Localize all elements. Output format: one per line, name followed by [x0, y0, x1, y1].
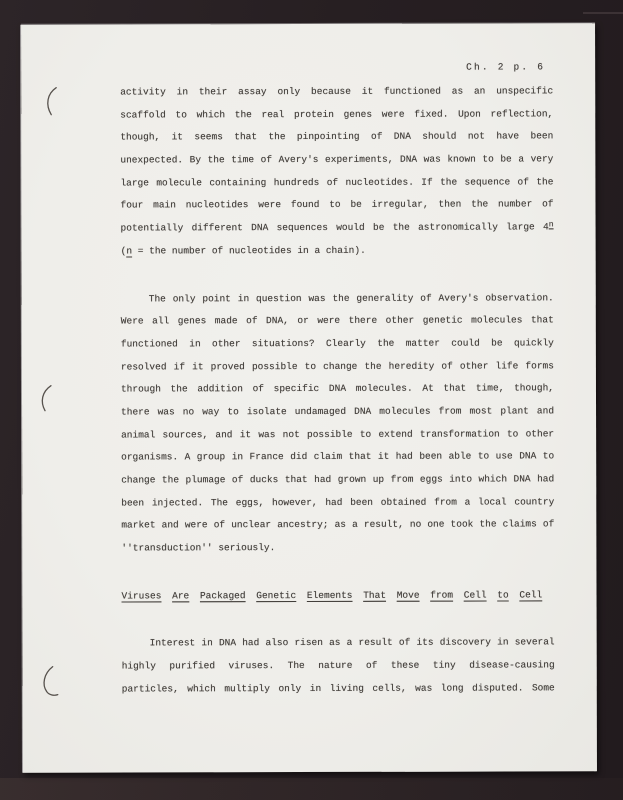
heading-word: Viruses — [121, 590, 162, 602]
typed-line: resolved if it proved possible to change the heredity of other life forms — [120, 359, 554, 373]
typed-line: change the plumage of ducks that had grown up from eggs into which DNA had — [121, 473, 555, 486]
typed-line: Interest in DNA had also risen as a result of its discovery in several — [149, 636, 555, 649]
handwritten-paren-mark-icon — [41, 665, 61, 699]
typed-line: large molecule containing hundreds of nucleotides. If the sequence of the — [120, 176, 554, 189]
typed-line: been injected. The eggs, however, had been obtained from a local country — [121, 496, 555, 509]
heading-word: Move — [396, 589, 420, 601]
floor-band — [0, 778, 623, 800]
section-heading-line — [121, 584, 554, 608]
superscript-n: n — [548, 219, 554, 229]
paragraph — [122, 632, 555, 701]
typed-line — [121, 216, 554, 240]
typed-line: through the addition of specific DNA molecules. At that time, though, — [120, 382, 554, 395]
heading-word: Genetic — [256, 589, 297, 601]
underlined-n: n — [126, 245, 133, 257]
heading-word: Elements — [306, 589, 353, 601]
typed-line: particles, which multiply only in living cells, was long disputed. Some — [121, 682, 555, 695]
typed-line: The only point in question was the generality of Avery's observation. — [148, 291, 554, 304]
heading-word: Packaged — [199, 589, 246, 602]
typed-line: market and were of unclear ancestry; as a result, no one took the claims of — [121, 518, 555, 531]
typed-line: highly purified viruses. The nature of these tiny disease-causing — [121, 659, 555, 672]
typed-line — [121, 239, 554, 263]
paragraph — [120, 80, 553, 263]
heading-word: That — [363, 589, 387, 601]
typed-line: ''transduction'' seriously. — [121, 542, 276, 554]
handwritten-paren-mark-icon — [38, 385, 54, 413]
typed-line: unexpected. By the time of Avery's experiments, DNA was known to be a very — [120, 153, 554, 166]
typed-line: four main nucleotides were found to be irregular, then the number of — [120, 198, 554, 211]
handwritten-paren-mark-icon — [43, 87, 59, 117]
text-segment: ( — [120, 245, 127, 257]
page-number-header: Ch. 2 p. 6 — [466, 61, 546, 73]
heading-word: Cell — [519, 589, 543, 601]
document-page — [21, 23, 597, 773]
typed-text — [120, 80, 555, 701]
heading-word: Are — [172, 590, 190, 602]
text-segment: = the number of nucleotides in a chain). — [132, 244, 366, 257]
heading-word: from — [430, 589, 454, 601]
typed-line: functioned in other situations? Clearly the matter could be quickly — [120, 337, 554, 350]
typed-line: activity in their assay only because it functioned as an unspecific — [120, 85, 554, 98]
typed-line: though, it seems that the pinpointing of DNA should not have been — [120, 130, 554, 143]
text-segment: potentially different DNA sequences would be the astronomically large 4 — [120, 221, 549, 234]
paragraph — [121, 287, 555, 560]
typed-line: organisms. A group in France did claim that it had been able to use DNA to — [121, 450, 555, 463]
heading-word: to — [497, 589, 509, 601]
typed-line: Were all genes made of DNA, or were there other genetic molecules that — [120, 314, 554, 327]
mat-seam — [583, 12, 623, 14]
typed-line: scaffold to which the real protein genes were fixed. Upon reflection, — [120, 108, 554, 121]
typed-line: animal sources, and it was not possible to extend transformation to other — [121, 427, 555, 441]
section-heading — [121, 584, 554, 608]
heading-word: Cell — [463, 589, 487, 601]
typed-line: there was no way to isolate undamaged DNA molecules from most plant and — [121, 405, 555, 418]
